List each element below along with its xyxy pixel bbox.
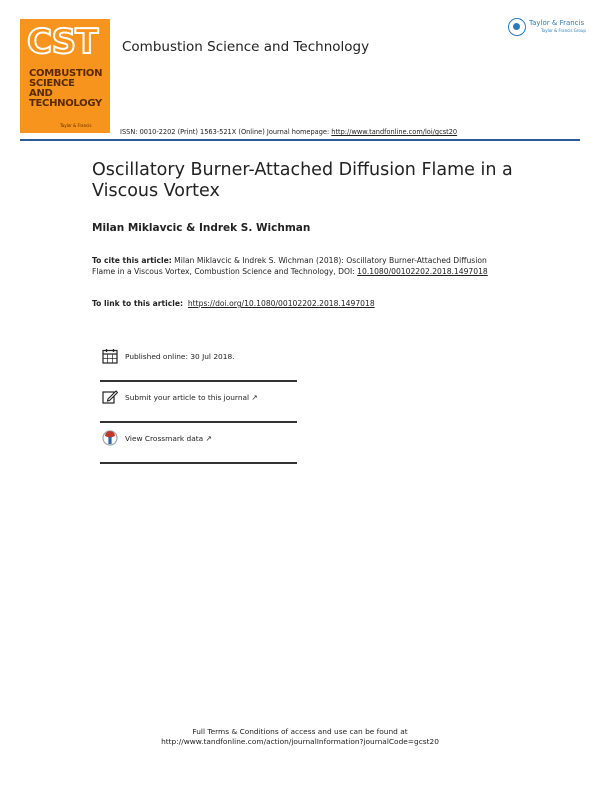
info-divider xyxy=(100,380,297,382)
footer-terms-link[interactable]: http://www.tandfonline.com/action/journalInformation?journalCode=gcst20 xyxy=(161,737,439,746)
article-title: Oscillatory Burner-Attached Diffusion Flame in a Viscous Vortex xyxy=(92,160,513,201)
journal-title: Combustion Science and Technology xyxy=(122,39,370,55)
published-row xyxy=(100,348,297,384)
citation-text: Milan Miklavcic & Indrek S. Wichman (2018): Oscillatory Burner-Attached Diffusion Flame in a Viscous Vortex, Combustion Science and Technology, DOI: xyxy=(92,256,487,276)
issn-line xyxy=(120,128,457,136)
cover-title-line: COMBUSTION xyxy=(29,68,103,79)
crossmark-row[interactable] xyxy=(100,430,297,466)
calendar-icon xyxy=(102,348,118,364)
submit-article-label: Submit your article to this journal xyxy=(125,393,250,402)
taylor-francis-logo-icon xyxy=(508,18,526,36)
cover-logo: CST xyxy=(27,22,98,62)
article-link-line xyxy=(92,299,375,308)
crossmark-icon xyxy=(102,430,118,446)
footer xyxy=(100,727,500,747)
article-authors: Milan Miklavcic & Indrek S. Wichman xyxy=(92,222,311,234)
citation-block xyxy=(92,255,492,277)
link-label: To link to this article: xyxy=(92,299,184,308)
edit-icon xyxy=(102,389,118,405)
submit-article-row[interactable] xyxy=(100,389,297,425)
cover-title-line: SCIENCE xyxy=(29,78,75,89)
citation-label: To cite this article: xyxy=(92,256,172,265)
footer-terms-text: Full Terms & Conditions of access and use can be found at xyxy=(192,727,408,736)
info-divider xyxy=(100,421,297,423)
issn-text: ISSN: 0010-2202 (Print) 1563-521X (Online) Journal homepage: xyxy=(120,128,332,136)
article-doi-link[interactable]: https://doi.org/10.1080/00102202.2018.1497018 xyxy=(187,299,375,308)
citation-doi-link[interactable]: 10.1080/00102202.2018.1497018 xyxy=(357,267,488,276)
publisher-sub: Taylor & Francis Group xyxy=(541,28,586,33)
published-date-text: Published online: 30 Jul 2018. xyxy=(125,352,235,361)
external-link-icon: ↗ xyxy=(251,393,258,402)
header-divider xyxy=(20,139,580,141)
publisher-name: Taylor & Francis xyxy=(529,19,585,27)
cover-publisher: Taylor & Francis xyxy=(60,123,92,128)
submit-article-link[interactable] xyxy=(125,393,258,402)
cover-title-line: TECHNOLOGY xyxy=(29,98,102,109)
journal-homepage-link[interactable]: http://www.tandfonline.com/loi/gcst20 xyxy=(331,128,458,136)
cover-title xyxy=(29,69,107,109)
crossmark-link[interactable] xyxy=(125,434,212,443)
crossmark-label: View Crossmark data xyxy=(125,434,204,443)
journal-cover xyxy=(20,19,110,133)
cover-title-line: AND xyxy=(29,88,53,99)
external-link-icon: ↗ xyxy=(205,434,212,443)
publisher-logo[interactable] xyxy=(508,18,588,40)
info-divider xyxy=(100,462,297,464)
